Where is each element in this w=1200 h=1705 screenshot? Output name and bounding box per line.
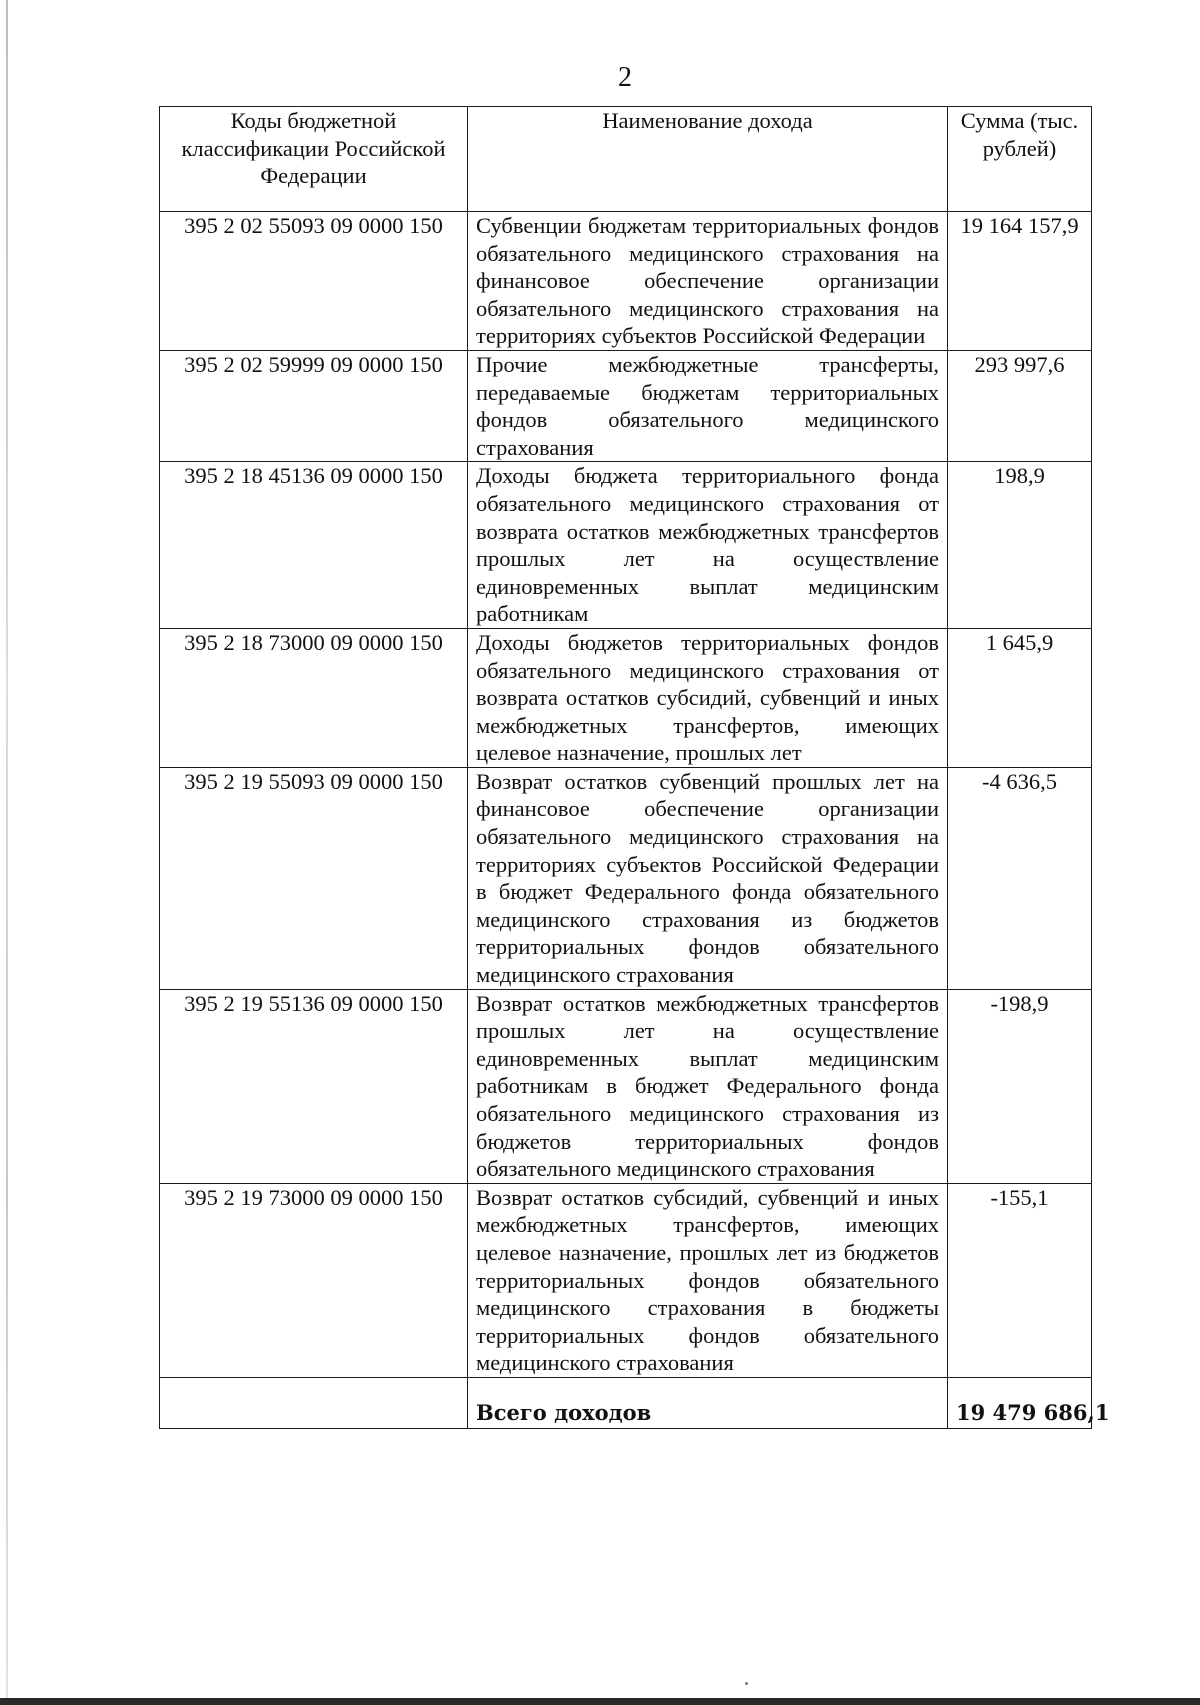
header-sum: Сумма (тыс. рублей) [948,107,1092,212]
row-code: 395 2 19 55136 09 0000 150 [160,989,468,1183]
row-sum: -155,1 [948,1183,1092,1377]
page-number: 2 [618,62,632,93]
row-sum: 293 997,6 [948,350,1092,461]
row-code: 395 2 18 45136 09 0000 150 [160,462,468,629]
row-code: 395 2 19 73000 09 0000 150 [160,1183,468,1377]
row-code: 395 2 19 55093 09 0000 150 [160,767,468,989]
row-name: Доходы бюджета территориального фонда обязательного медицинского страхования от возврата остатков межбюджетных трансфертов прошлых лет на осуществление единовременных выплат медицинским работникам [468,462,948,629]
header-name: Наименование дохода [468,107,948,212]
header-code: Коды бюджетной классификации Российской Федерации [160,107,468,212]
table-row [160,989,1092,1183]
table-row [160,628,1092,767]
scan-speck [745,1682,748,1685]
row-sum: -4 636,5 [948,767,1092,989]
row-name: Доходы бюджетов территориальных фондов обязательного медицинского страхования от возврата остатков субсидий, субвенций и иных межбюджетных трансфертов, имеющих целевое назначение, прошлых лет [468,628,948,767]
row-name: Возврат остатков субвенций прошлых лет на финансовое обеспечение организации обязательного медицинского страхования на территориях субъектов Российской Федерации в бюджет Федерального фонда обязательного медицинского страхования из бюджетов территориальных фондов обязательного медицинского страхования [468,767,948,989]
row-sum: 1 645,9 [948,628,1092,767]
table-row [160,462,1092,629]
table-header-row [160,107,1092,212]
total-code [160,1377,468,1428]
table-row [160,1183,1092,1377]
row-name: Субвенции бюджетам территориальных фондов обязательного медицинского страхования на финансовое обеспечение организации обязательного медицинского страхования на территориях субъектов Российской Федерации [468,212,948,351]
row-code: 395 2 18 73000 09 0000 150 [160,628,468,767]
total-sum: 19 479 686,1 [948,1377,1092,1428]
row-name: Возврат остатков субсидий, субвенций и иных межбюджетных трансфертов, имеющих целевое назначение, прошлых лет из бюджетов территориальных фондов обязательного медицинского страхования в бюджеты территориальных фондов обязательного медицинского страхования [468,1183,948,1377]
total-row [160,1377,1092,1428]
row-name: Возврат остатков межбюджетных трансфертов прошлых лет на осуществление единовременных выплат медицинским работникам в бюджет Федерального фонда обязательного медицинского страхования из бюджетов территориальных фондов обязательного медицинского страхования [468,989,948,1183]
row-sum: -198,9 [948,989,1092,1183]
row-name: Прочие межбюджетные трансферты, передаваемые бюджетам территориальных фондов обязательного медицинского страхования [468,350,948,461]
table-row [160,350,1092,461]
scan-bottom-edge [0,1698,1200,1705]
scan-left-edge [6,0,8,1705]
row-sum: 19 164 157,9 [948,212,1092,351]
row-sum: 198,9 [948,462,1092,629]
row-code: 395 2 02 55093 09 0000 150 [160,212,468,351]
table-row [160,212,1092,351]
row-code: 395 2 02 59999 09 0000 150 [160,350,468,461]
income-table [159,106,1110,1429]
table-row [160,767,1092,989]
total-label: Всего доходов [468,1377,948,1428]
